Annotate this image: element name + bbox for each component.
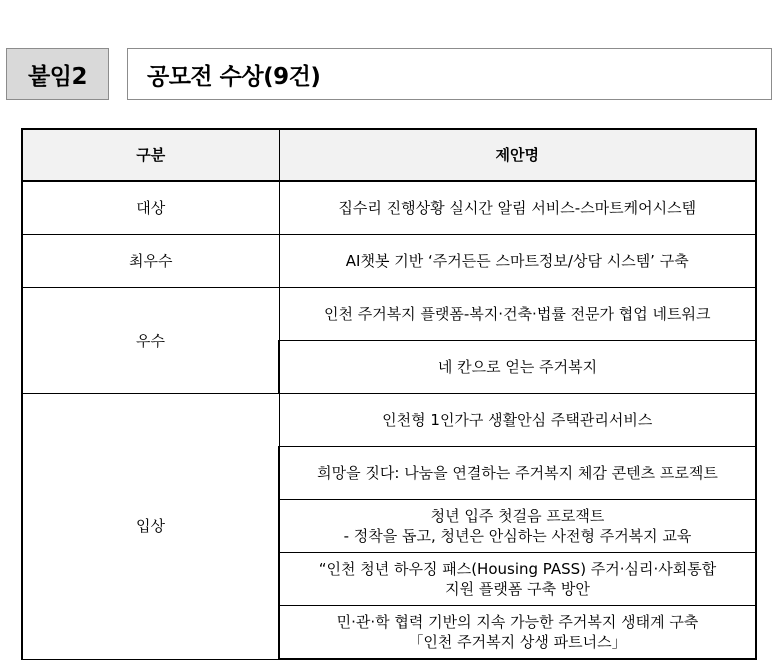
- proposal-cell: [279, 500, 756, 553]
- proposal-line: “인천 청년 하우징 패스(Housing PASS) 주거·심리·사회통합: [318, 560, 717, 578]
- page-title-box: [127, 48, 772, 100]
- proposal-line: 지원 플랫폼 구축 방안: [445, 580, 590, 598]
- attachment-tag: [6, 48, 109, 100]
- table-row: [22, 235, 756, 288]
- proposal-cell: [279, 394, 756, 447]
- table-row: [22, 394, 756, 447]
- proposal-line: 「인천 주거복지 상생 파트너스」: [408, 633, 627, 651]
- attachment-tag-label: 붙임2: [28, 63, 87, 90]
- category-cell: 대상: [22, 181, 279, 235]
- proposal-line: 민·관·학 협력 기반의 지속 가능한 주거복지 생태계 구축: [336, 613, 699, 631]
- table-row: [22, 181, 756, 235]
- proposal-line: - 정착을 돕고, 청년은 안심하는 사전형 주거복지 교육: [343, 527, 692, 545]
- proposal-cell: [279, 288, 756, 341]
- table-row: [22, 288, 756, 341]
- proposal-line: 청년 입주 첫걸음 프로잭트: [430, 507, 605, 525]
- awards-table: [21, 128, 757, 660]
- proposal-line: 인천 주거복지 플랫폼-복지·건축·법률 전문가 협업 네트워크: [323, 305, 711, 323]
- proposal-cell: [279, 447, 756, 500]
- proposal-cell: [279, 181, 756, 235]
- category-cell: 입상: [22, 394, 279, 660]
- proposal-cell: [279, 341, 756, 394]
- category-cell: 우수: [22, 288, 279, 394]
- proposal-cell: [279, 606, 756, 660]
- proposal-line: 인천형 1인가구 생활안심 주택관리서비스: [382, 411, 653, 429]
- column-header-category: 구분: [22, 129, 279, 181]
- proposal-cell: [279, 235, 756, 288]
- page-title: 공모전 수상(9건): [147, 63, 321, 90]
- proposal-line: AI챗봇 기반 ‘주거든든 스마트정보/상담 시스템’ 구축: [345, 252, 689, 270]
- proposal-cell: [279, 553, 756, 606]
- table-header-row: [22, 129, 756, 181]
- proposal-line: 집수리 진행상황 실시간 알림 서비스-스마트케어시스템: [338, 199, 697, 217]
- column-header-proposal: 제안명: [279, 129, 756, 181]
- category-cell: 최우수: [22, 235, 279, 288]
- proposal-line: 네 칸으로 얻는 주거복지: [437, 358, 598, 376]
- proposal-line: 희망을 짓다: 나눔을 연결하는 주거복지 체감 콘텐츠 프로젝트: [317, 464, 718, 482]
